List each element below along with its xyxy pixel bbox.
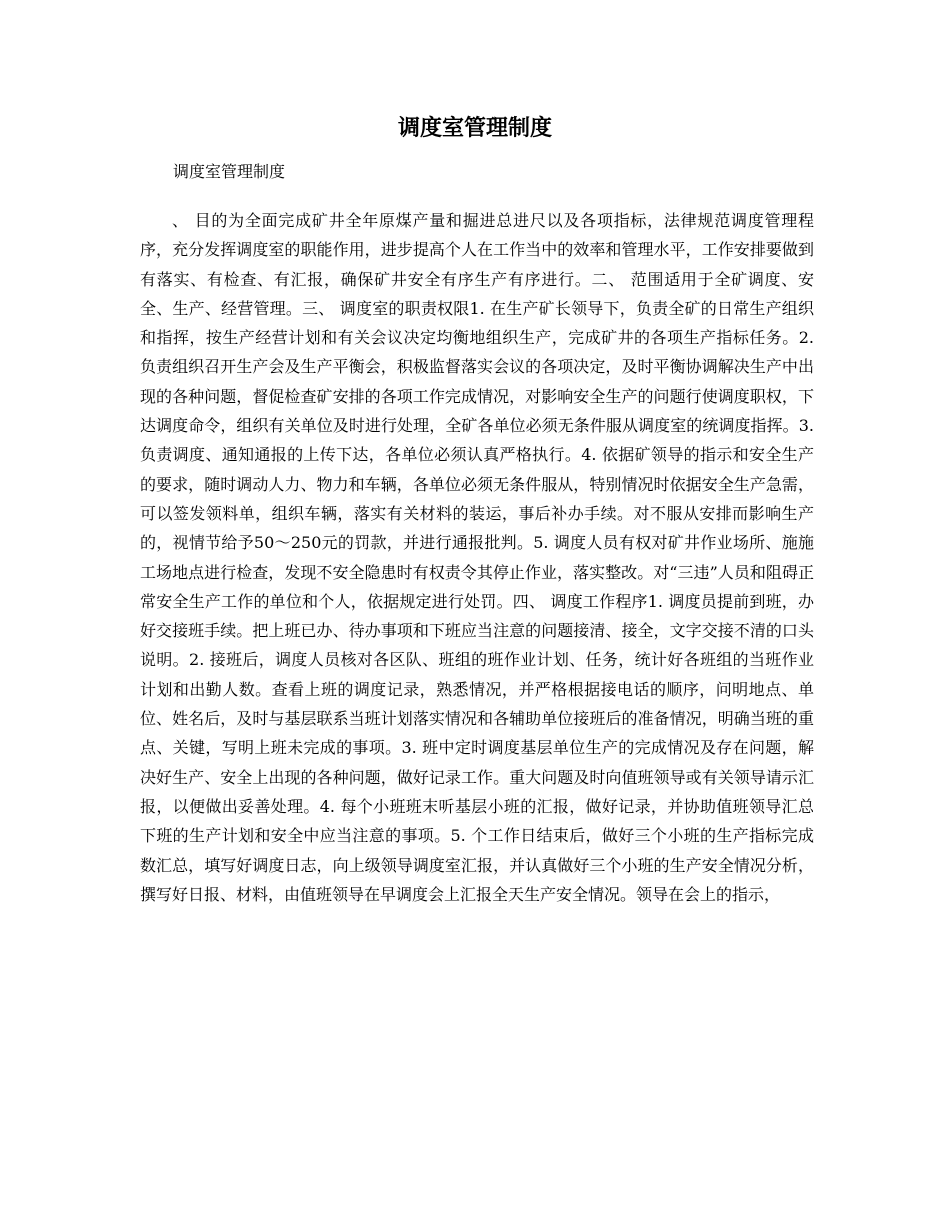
document-subtitle: 调度室管理制度	[173, 162, 286, 181]
document-body: 、 目的为全面完成矿井全年原煤产量和掘进总进尺以及各项指标，法律规范调度管理程序，充分发挥调度室的职能作用，进步提高个人在工作当中的效率和管理水平，工作安排要做到有落实、有检查、有汇报，确保矿井安全有序生产有序进行。二、 范围适用于全矿调度、安全、生产、经营管理。三、 调度室的职责权限1. 在生产矿长领导下，负责全矿的日常生产组织和指挥，按生产经营计划和有关会议决定均衡地组织生产，完成矿井的各项生产指标任务。2. 负责组织召开生产会及生产平衡会，积极监督落实会议的各项决定，及时平衡协调解决生产中出现的各种问题，督促检查矿安排的各项工作完成情况，对影响安全生产的问题行使调度职权，下达调度命令，组织有关单位及时进行处理，全矿各单位必须无条件服从调度室的统调度指挥。3. 负责调度、通知通报的上传下达，各单位必须认真严格执行。4. 依据矿领导的指示和安全生产的要求，随时调动人力、物力和车辆，各单位必须无条件服从，特别情况时依据安全生产急需，可以签发领料单，组织车辆，落实有关材料的装运，事后补办手续。对不服从安排而影响生产的，视情节给予50～250元的罚款，并进行通报批判。5. 调度人员有权对矿井作业场所、施施工场地点进行检查，发现不安全隐患时有权责令其停止作业，落实整改。对“三违”人员和阻碍正常安全生产工作的单位和个人，依据规定进行处罚。四、 调度工作程序1. 调度员提前到班，办好交接班手续。把上班已办、待办事项和下班应当注意的问题接清、接全，文字交接不清的口头说明。2. 接班后，调度人员核对各区队、班组的班作业计划、任务，统计好各班组的当班作业计划和出勤人数。查看上班的调度记录，熟悉情况，并严格根据接电话的顺序，问明地点、单位、姓名后，及时与基层联系当班计划落实情况和各辅助单位接班后的准备情况，明确当班的重点、关键，写明上班未完成的事项。3. 班中定时调度基层单位生产的完成情况及存在问题，解决好生产、安全上出现的各种问题，做好记录工作。重大问题及时向值班领导或有关领导请示汇报，以便做出妥善处理。4. 每个小班班末听基层小班的汇报，做好记录，并协助值班领导汇总下班的生产计划和安全中应当注意的事项。5. 个工作日结束后，做好三个小班的生产指标完成数汇总，填写好调度日志，向上级领导调度室汇报，并认真做好三个小班的生产安全情况分析，撰写好日报、材料，由值班领导在早调度会上汇报全天生产安全情况。领导在会上的指示，	[140, 211, 814, 904]
document-title: 调度室管理制度	[397, 115, 552, 141]
